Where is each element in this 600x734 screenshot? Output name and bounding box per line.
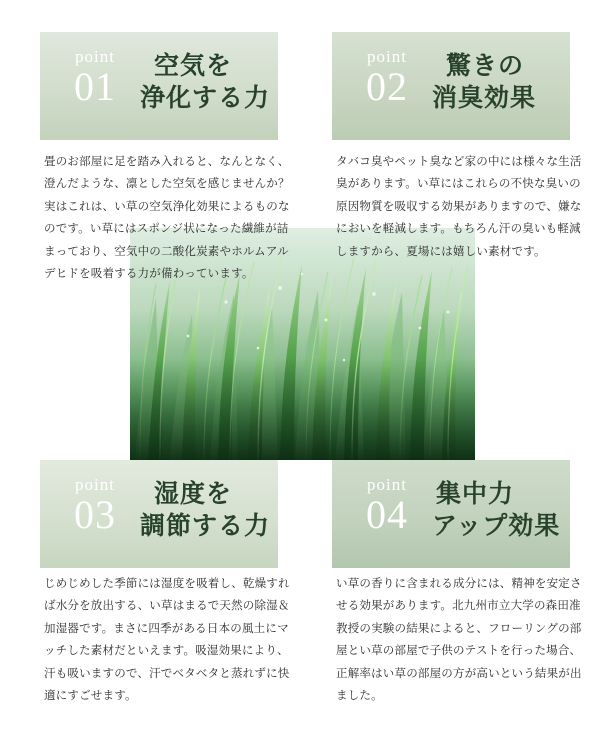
point-body-03 <box>44 572 292 707</box>
point-body-04 <box>336 572 584 707</box>
point-title-03 <box>132 470 270 542</box>
point-title-line1: 空気を <box>154 51 233 80</box>
point-number: 01 <box>74 64 116 109</box>
point-number: 03 <box>74 492 116 537</box>
point-number: 02 <box>366 64 408 109</box>
point-title-01 <box>132 42 270 114</box>
point-label: point <box>367 475 407 494</box>
point-badge-04 <box>350 470 424 535</box>
point-title-line2: アップ効果 <box>432 511 561 540</box>
point-title-line1: 驚きの <box>446 51 525 80</box>
point-body-01 <box>44 150 292 285</box>
point-panel-01 <box>40 32 278 140</box>
point-label: point <box>367 47 407 66</box>
point-number: 04 <box>366 492 408 537</box>
point-title-line1: 集中力 <box>436 479 515 508</box>
point-body-02 <box>336 150 584 262</box>
point-panel-02 <box>332 32 570 140</box>
point-title-line1: 湿度を <box>154 479 233 508</box>
point-body-text: 畳のお部屋に足を踏み入れると、なんとなく、澄んだような、凛とした空気を感じませんか？実はこれは、い草の空気浄化効果によるものなのです。い草にはスポンジ状になった繊維が詰まっており、空気中の二酸化炭素やホルムアルデヒドを吸着する力が備わっています。 <box>44 154 290 281</box>
point-body-text: い草の香りに含まれる成分には、精神を安定させる効果があります。北九州市立大学の森田准教授の実験の結果によると、フローリングの部屋とい草の部屋で子供のテストを行った場合、正解率はい草の部屋の方が高いという結果が出ました。 <box>336 576 582 703</box>
point-badge-01 <box>58 42 132 107</box>
point-label: point <box>75 47 115 66</box>
point-title-04 <box>424 470 560 542</box>
point-title-02 <box>424 42 556 114</box>
point-title-line2: 調節する力 <box>140 511 271 540</box>
point-badge-03 <box>58 470 132 535</box>
point-body-text: タバコ臭やペット臭など家の中には様々な生活臭があります。い草にはこれらの不快な臭いの原因物質を吸収する効果がありますので、嫌なにおいを軽減します。もちろん汗の臭いも軽減しますから、夏場には嬉しい素材です。 <box>336 154 582 258</box>
point-badge-02 <box>350 42 424 107</box>
point-body-text: じめじめした季節には湿度を吸着し、乾燥すれば水分を放出する、い草はまるで天然の除湿＆加湿器です。まさに四季がある日本の風土にマッチした素材だといえます。吸湿効果により、汗も吸いますので、汗でベタベタと蒸れずに快適にすごせます。 <box>44 576 290 703</box>
point-title-line2: 消臭効果 <box>432 83 537 112</box>
point-label: point <box>75 475 115 494</box>
point-title-line2: 浄化する力 <box>140 83 271 112</box>
point-panel-03 <box>40 460 278 568</box>
point-panel-04 <box>332 460 570 568</box>
